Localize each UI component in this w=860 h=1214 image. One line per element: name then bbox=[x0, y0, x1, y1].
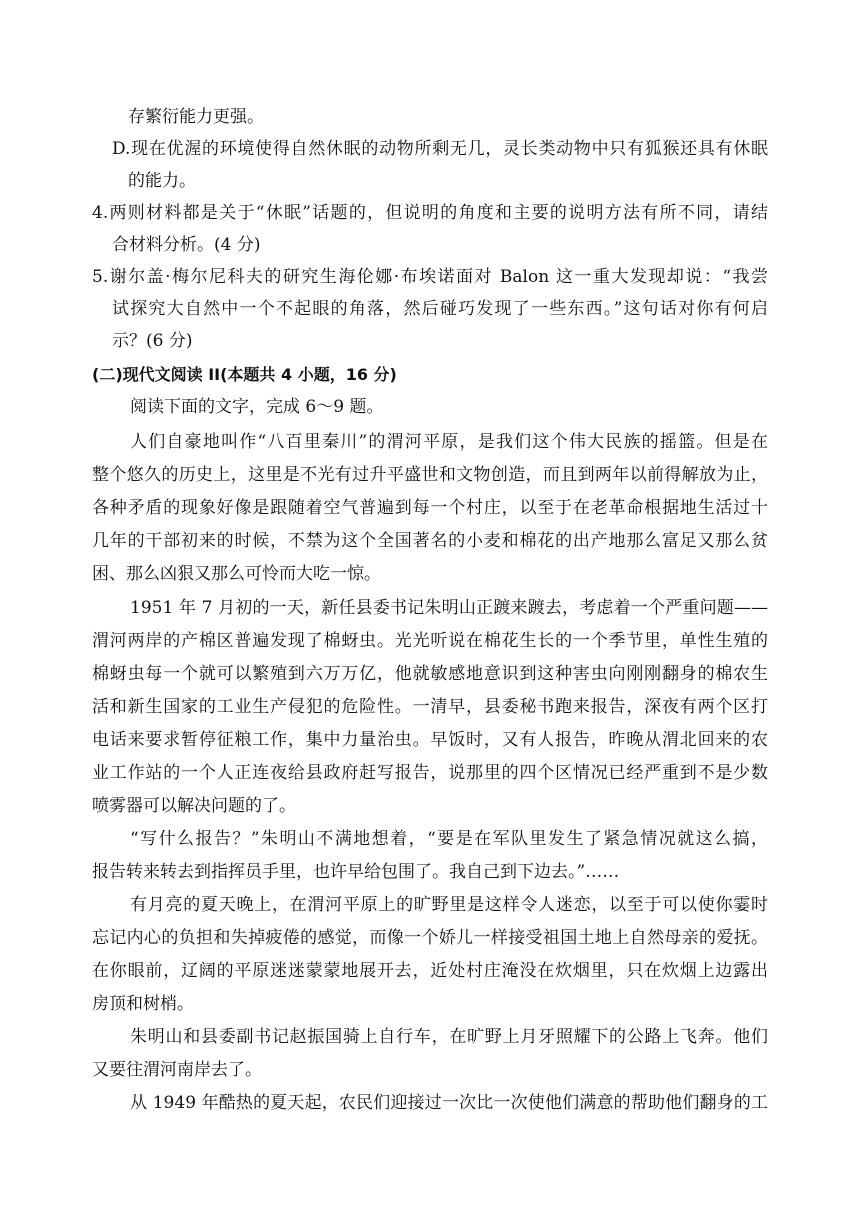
passage-paragraph-1: 困、那么凶狠又那么可怜而大吃一惊。 bbox=[92, 564, 381, 584]
passage-paragraph-4: 有月亮的夏天晚上，在渭河平原上的旷野里是这样令人迷恋，以至于可以使你霎时 bbox=[130, 895, 768, 915]
passage-paragraph-2: 喷雾器可以解决问题的了。 bbox=[92, 796, 296, 816]
option-d: D.现在优渥的环境使得自然休眠的动物所剩无几，灵长类动物中只有狐猴还具有休眠 bbox=[112, 139, 768, 159]
passage-paragraph-4: 房顶和树梢。 bbox=[92, 994, 194, 1014]
passage-paragraph-5: 又要往渭河南岸去了。 bbox=[92, 1060, 262, 1080]
passage-paragraph-2: 棉蚜虫每一个就可以繁殖到六万万亿，他就敏感地意识到这种害虫向刚刚翻身的棉农生 bbox=[92, 664, 768, 684]
passage-paragraph-3: 报告转来转去到指挥员手里，也许早给包围了。我自己到下边去。”…… bbox=[92, 862, 620, 882]
passage-paragraph-1: 整个悠久的历史上，这里是不光有过升平盛世和文物创造，而且到两年以前得解放为止， bbox=[92, 465, 768, 485]
passage-paragraph-4: 忘记内心的负担和失掉疲倦的感觉，而像一个娇儿一样接受祖国土地上自然母亲的爱抚。 bbox=[92, 928, 768, 948]
passage-paragraph-1: 人们自豪地叫作“八百里秦川”的渭河平原，是我们这个伟大民族的摇篮。但是在 bbox=[130, 432, 768, 452]
passage-paragraph-1: 各种矛盾的现象好像是跟随着空气普遍到每一个村庄，以至于在老革命根据地生活过十 bbox=[92, 498, 768, 518]
question-5-line-3: 示？(6 分) bbox=[112, 331, 193, 351]
question-4-continuation: 合材料分析。(4 分) bbox=[112, 235, 261, 255]
passage-paragraph-6: 从 1949 年酷热的夏天起，农民们迎接过一次比一次使他们满意的帮助他们翻身的工 bbox=[130, 1093, 768, 1113]
passage-paragraph-3: “写什么报告？”朱明山不满地想着，“要是在军队里发生了紧急情况就这么搞， bbox=[130, 829, 768, 849]
passage-paragraph-5: 朱明山和县委副书记赵振国骑上自行车，在旷野上月牙照耀下的公路上飞奔。他们 bbox=[130, 1027, 768, 1047]
passage-paragraph-4: 在你眼前，辽阔的平原迷迷蒙蒙地展开去，近处村庄淹没在炊烟里，只在炊烟上边露出 bbox=[92, 961, 768, 981]
question-4: 4.两则材料都是关于“休眠”话题的，但说明的角度和主要的说明方法有所不同，请结 bbox=[92, 203, 768, 223]
option-d-continuation: 的能力。 bbox=[128, 171, 196, 191]
passage-paragraph-2: 业工作站的一个人正连夜给县政府赶写报告，说那里的四个区情况已经严重到不是少数 bbox=[92, 763, 768, 783]
question-5-line-2: 试探究大自然中一个不起眼的角落，然后碰巧发现了一些东西。”这句话对你有何启 bbox=[112, 299, 768, 319]
passage-paragraph-2: 1951 年 7 月初的一天，新任县委书记朱明山正踱来踱去，考虑着一个严重问题—— bbox=[130, 598, 768, 618]
passage-paragraph-2: 电话来要求暂停征粮工作，集中力量治虫。早饭时，又有人报告，昨晚从渭北回来的农 bbox=[92, 730, 768, 750]
question-5: 5.谢尔盖·梅尔尼科夫的研究生海伦娜·布埃诺面对 Balon 这一重大发现却说：“我尝 bbox=[92, 267, 768, 287]
section-heading: (二)现代文阅读 II(本题共 4 小题，16 分) bbox=[92, 365, 397, 384]
option-c-continuation: 存繁衍能力更强。 bbox=[128, 107, 264, 127]
reading-instruction: 阅读下面的文字，完成 6～9 题。 bbox=[130, 397, 384, 417]
passage-paragraph-1: 几年的干部初来的时候，不禁为这个全国著名的小麦和棉花的出产地那么富足又那么贫 bbox=[92, 531, 768, 551]
passage-paragraph-2: 渭河两岸的产棉区普遍发现了棉蚜虫。光光听说在棉花生长的一个季节里，单性生殖的 bbox=[92, 631, 768, 651]
passage-paragraph-2: 活和新生国家的工业生产侵犯的危险性。一清早，县委秘书跑来报告，深夜有两个区打 bbox=[92, 697, 768, 717]
